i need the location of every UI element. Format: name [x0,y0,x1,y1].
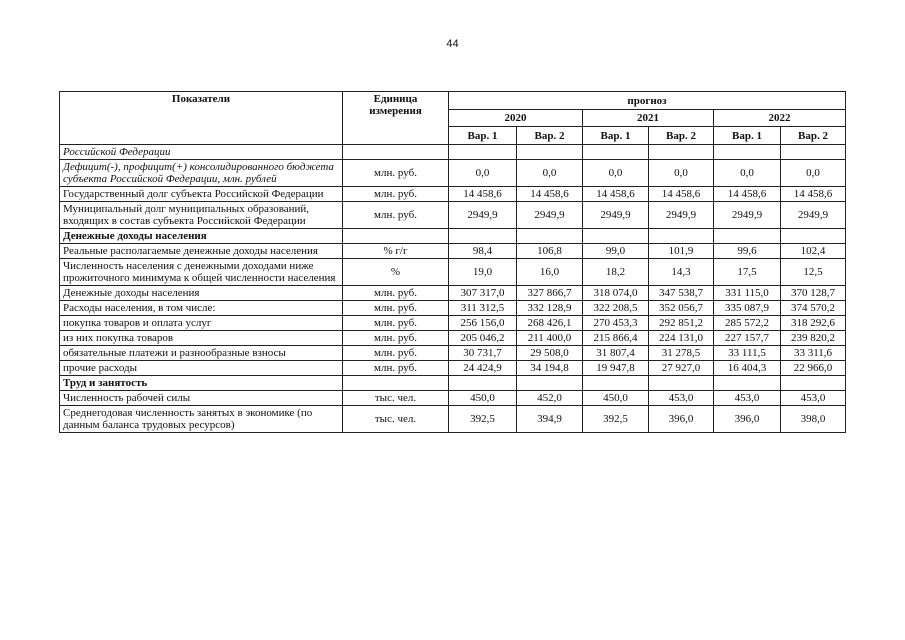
value-cell [517,376,583,391]
value-cell: 0,0 [714,160,781,187]
value-cell: 2949,9 [449,202,517,229]
table-body [60,145,846,433]
value-cell: 16 404,3 [714,361,781,376]
section-row [60,229,846,244]
row-label: покупка товаров и оплата услуг [60,316,343,331]
row-label: Государственный долг субъекта Российской Федерации [60,187,343,202]
table-row [60,244,846,259]
value-cell: 2949,9 [781,202,846,229]
value-cell: 14 458,6 [583,187,649,202]
value-cell: 392,5 [449,406,517,433]
value-cell: 322 208,5 [583,301,649,316]
value-cell [583,229,649,244]
header-year: 2022 [714,110,846,127]
value-cell: 22 966,0 [781,361,846,376]
value-cell: 285 572,2 [714,316,781,331]
row-label: Реальные располагаемые денежные доходы населения [60,244,343,259]
value-cell: 99,0 [583,244,649,259]
table-row [60,259,846,286]
value-cell: 450,0 [449,391,517,406]
value-cell: 453,0 [714,391,781,406]
value-cell: 331 115,0 [714,286,781,301]
value-cell: 392,5 [583,406,649,433]
value-cell: 211 400,0 [517,331,583,346]
row-label: Денежные доходы населения [60,229,343,244]
value-cell: 452,0 [517,391,583,406]
value-cell: 270 453,3 [583,316,649,331]
value-cell: 31 807,4 [583,346,649,361]
value-cell: 292 851,2 [649,316,714,331]
row-label: Среднегодовая численность занятых в экономике (по данным баланса трудовых ресурсов) [60,406,343,433]
header-variant: Вар. 2 [517,127,583,145]
row-label: прочие расходы [60,361,343,376]
header-variant: Вар. 1 [449,127,517,145]
value-cell: 268 426,1 [517,316,583,331]
value-cell: 215 866,4 [583,331,649,346]
row-unit [343,145,449,160]
value-cell [781,376,846,391]
value-cell: 102,4 [781,244,846,259]
value-cell: 33 311,6 [781,346,846,361]
header-indicators: Показатели [60,92,343,145]
row-unit: млн. руб. [343,202,449,229]
value-cell: 0,0 [583,160,649,187]
header-forecast: прогноз [449,92,846,110]
row-unit: тыс. чел. [343,391,449,406]
value-cell: 33 111,5 [714,346,781,361]
value-cell: 394,9 [517,406,583,433]
row-unit: млн. руб. [343,160,449,187]
value-cell: 2949,9 [714,202,781,229]
value-cell: 31 278,5 [649,346,714,361]
table-row [60,361,846,376]
value-cell [649,376,714,391]
value-cell: 224 131,0 [649,331,714,346]
value-cell: 14 458,6 [649,187,714,202]
value-cell [583,376,649,391]
row-unit: тыс. чел. [343,406,449,433]
page-number: 44 [446,38,459,50]
row-unit: млн. руб. [343,331,449,346]
value-cell: 98,4 [449,244,517,259]
region-row [60,145,846,160]
table-row [60,301,846,316]
value-cell: 318 074,0 [583,286,649,301]
table-row [60,202,846,229]
value-cell [583,145,649,160]
value-cell: 14 458,6 [449,187,517,202]
value-cell: 347 538,7 [649,286,714,301]
row-unit [343,229,449,244]
header-variant: Вар. 1 [714,127,781,145]
value-cell: 0,0 [449,160,517,187]
value-cell: 14 458,6 [781,187,846,202]
value-cell: 30 731,7 [449,346,517,361]
value-cell [781,229,846,244]
value-cell: 332 128,9 [517,301,583,316]
row-unit: % [343,259,449,286]
row-label: Муниципальный долг муниципальных образований, входящих в состав субъекта Российской Федерации [60,202,343,229]
value-cell: 101,9 [649,244,714,259]
value-cell: 239 820,2 [781,331,846,346]
table-row [60,406,846,433]
table-row [60,286,846,301]
value-cell: 14 458,6 [714,187,781,202]
value-cell: 16,0 [517,259,583,286]
value-cell [449,145,517,160]
value-cell: 19,0 [449,259,517,286]
section-row [60,376,846,391]
row-label: Российской Федерации [60,145,343,160]
value-cell: 396,0 [649,406,714,433]
row-unit: млн. руб. [343,286,449,301]
value-cell: 99,6 [714,244,781,259]
value-cell: 27 927,0 [649,361,714,376]
value-cell: 327 866,7 [517,286,583,301]
value-cell: 14 458,6 [517,187,583,202]
row-label: Численность рабочей силы [60,391,343,406]
value-cell: 19 947,8 [583,361,649,376]
value-cell: 34 194,8 [517,361,583,376]
value-cell: 2949,9 [649,202,714,229]
value-cell [449,229,517,244]
table-row [60,160,846,187]
value-cell: 0,0 [649,160,714,187]
value-cell: 256 156,0 [449,316,517,331]
row-label: Денежные доходы населения [60,286,343,301]
value-cell [517,229,583,244]
row-label: обязательные платежи и разнообразные взносы [60,346,343,361]
value-cell: 24 424,9 [449,361,517,376]
value-cell: 352 056,7 [649,301,714,316]
value-cell: 2949,9 [583,202,649,229]
row-unit: % г/г [343,244,449,259]
header-year: 2021 [583,110,714,127]
row-unit: млн. руб. [343,316,449,331]
value-cell: 453,0 [781,391,846,406]
value-cell [714,376,781,391]
value-cell [449,376,517,391]
header-unit: Единица измерения [343,92,449,145]
value-cell: 370 128,7 [781,286,846,301]
row-label: из них покупка товаров [60,331,343,346]
value-cell: 318 292,6 [781,316,846,331]
table-row [60,331,846,346]
row-label: Численность населения с денежными доходами ниже прожиточного минимума к общей численности населения [60,259,343,286]
row-unit: млн. руб. [343,361,449,376]
value-cell: 450,0 [583,391,649,406]
row-label: Расходы населения, в том числе: [60,301,343,316]
value-cell: 0,0 [781,160,846,187]
row-unit [343,376,449,391]
value-cell: 396,0 [714,406,781,433]
value-cell: 29 508,0 [517,346,583,361]
value-cell: 227 157,7 [714,331,781,346]
value-cell: 205 046,2 [449,331,517,346]
value-cell: 311 312,5 [449,301,517,316]
value-cell [781,145,846,160]
value-cell: 398,0 [781,406,846,433]
value-cell: 12,5 [781,259,846,286]
value-cell: 335 087,9 [714,301,781,316]
header-variant: Вар. 1 [583,127,649,145]
row-unit: млн. руб. [343,187,449,202]
header-year: 2020 [449,110,583,127]
value-cell [649,229,714,244]
value-cell: 14,3 [649,259,714,286]
value-cell: 307 317,0 [449,286,517,301]
header-variant: Вар. 2 [649,127,714,145]
value-cell [714,229,781,244]
table-row [60,346,846,361]
value-cell [517,145,583,160]
forecast-table [59,91,846,433]
table-row [60,391,846,406]
table-row [60,187,846,202]
value-cell [714,145,781,160]
value-cell: 106,8 [517,244,583,259]
row-label: Труд и занятость [60,376,343,391]
row-label: Дефицит(-), профицит(+) консолидированного бюджета субъекта Российской Федерации, млн. рублей [60,160,343,187]
row-unit: млн. руб. [343,346,449,361]
value-cell [649,145,714,160]
table-row [60,316,846,331]
value-cell: 453,0 [649,391,714,406]
value-cell: 2949,9 [517,202,583,229]
row-unit: млн. руб. [343,301,449,316]
value-cell: 0,0 [517,160,583,187]
header-variant: Вар. 2 [781,127,846,145]
value-cell: 18,2 [583,259,649,286]
value-cell: 17,5 [714,259,781,286]
value-cell: 374 570,2 [781,301,846,316]
